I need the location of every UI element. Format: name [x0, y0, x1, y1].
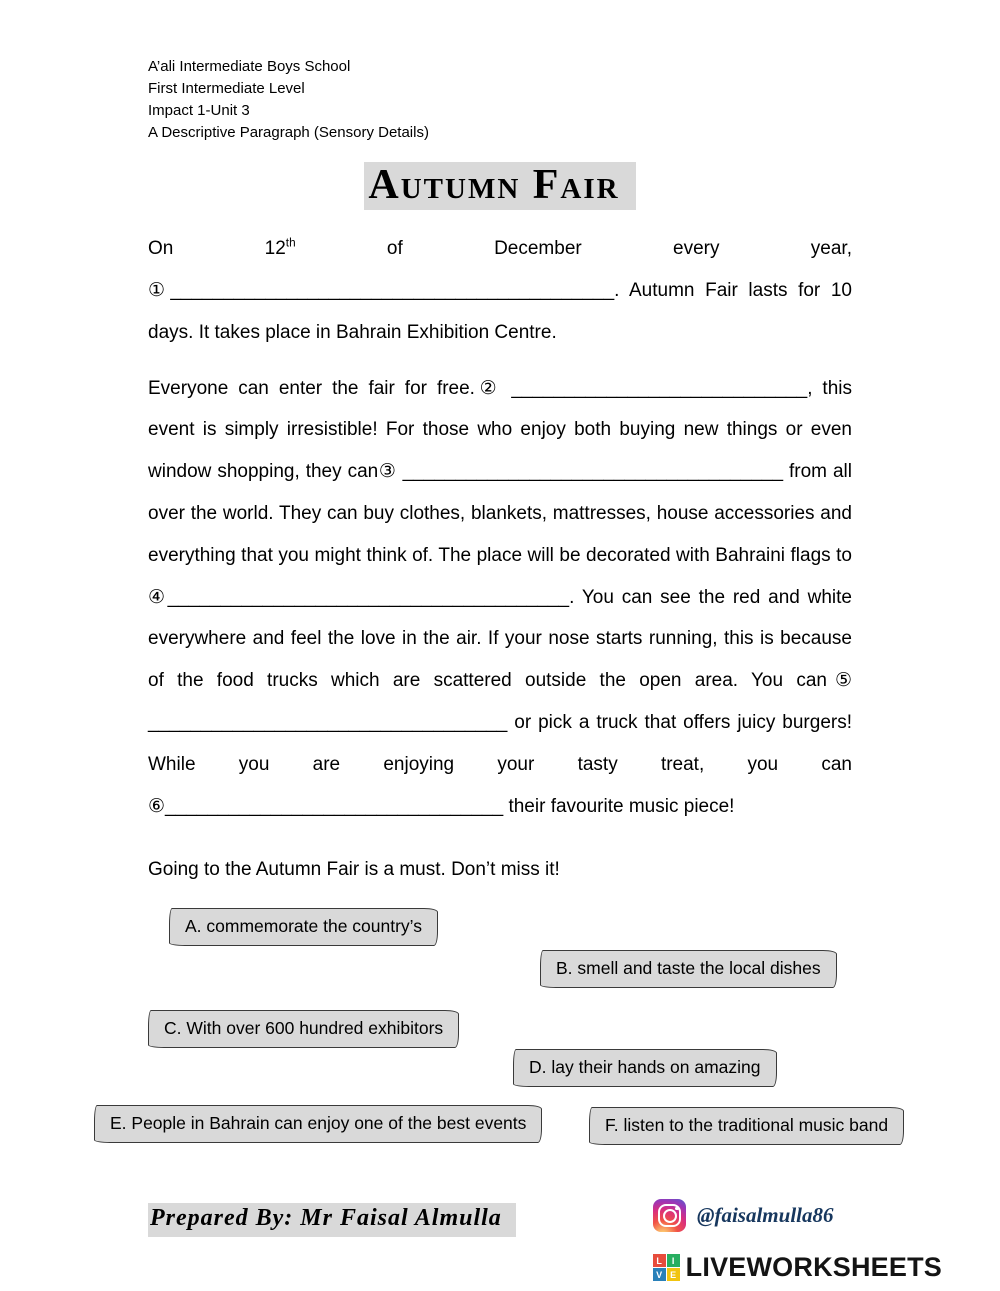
answer-option-c[interactable]	[148, 1010, 459, 1048]
unit-line: Impact 1-Unit 3	[148, 102, 250, 119]
liveworksheets-wordmark: LIVEWORKSHEETS	[685, 1252, 942, 1282]
paragraph-main	[148, 368, 852, 828]
title-wrap	[148, 162, 852, 210]
answer-label-b: B. smell and taste the local dishes	[556, 958, 821, 978]
answer-label-a: A. commemorate the country’s	[185, 916, 422, 936]
answer-label-c: C. With over 600 hundred exhibitors	[164, 1018, 444, 1038]
blank-6[interactable]: ________________________________	[165, 795, 504, 817]
p2-text-1: Everyone can enter the fair for free.②	[148, 377, 512, 399]
instagram-handle: @faisalmulla86	[697, 1203, 834, 1227]
lw-icon-letter-e: E	[667, 1268, 680, 1281]
p2-text-4: . You can see the red and white everywhere and feel the love in the air. If your nose starts running, this is because of the food trucks which are scattered outside the open area. You can⑤	[148, 586, 852, 692]
liveworksheets-icon	[653, 1254, 680, 1281]
topic-line: A Descriptive Paragraph (Sensory Details)	[148, 124, 429, 141]
p2-text-3: from all over the world. They can buy clothes, blankets, mattresses, house accessories and everything that you might think of. The place will be decorated with Bahraini flags to ④	[148, 461, 852, 608]
p1-ordinal-suffix: th	[285, 236, 296, 250]
answer-option-b[interactable]	[540, 950, 837, 988]
worksheet-header	[148, 56, 852, 144]
blank-2[interactable]: ____________________________	[511, 377, 808, 399]
p2-text-5: or pick a truck that offers juicy burgers! While you are enjoying your tasty treat, you can ⑥	[148, 711, 852, 817]
answer-label-d: D. lay their hands on amazing	[529, 1057, 761, 1077]
worksheet-content	[148, 56, 852, 905]
blank-3[interactable]: ____________________________________	[402, 461, 784, 483]
p1-text-mid: of December every year, ①	[148, 238, 852, 301]
blank-4[interactable]: ______________________________________	[167, 586, 570, 608]
school-name: A’ali Intermediate Boys School	[148, 58, 351, 75]
blank-5[interactable]: __________________________________	[148, 711, 508, 733]
paragraph-intro	[148, 228, 852, 353]
liveworksheets-logo	[653, 1252, 942, 1283]
prepared-by: Prepared By: Mr Faisal Almulla	[148, 1203, 516, 1237]
lw-icon-letter-l: L	[653, 1254, 666, 1267]
answer-option-e[interactable]	[94, 1105, 542, 1143]
blank-1[interactable]: __________________________________________	[170, 279, 615, 301]
instagram-icon	[653, 1199, 686, 1232]
answer-option-a[interactable]	[169, 908, 438, 946]
instagram-flash-dot	[675, 1207, 679, 1211]
p1-text-pre: On 12	[148, 238, 286, 260]
lw-icon-letter-v: V	[653, 1268, 666, 1281]
p2-text-2: , this event is simply irresistible! For those who enjoy both buying new things or even window shopping, they can③	[148, 377, 852, 483]
answer-option-d[interactable]	[513, 1049, 777, 1087]
answer-label-e: E. People in Bahrain can enjoy one of the best events	[110, 1113, 527, 1133]
lw-icon-letter-i: I	[667, 1254, 680, 1267]
answer-option-f[interactable]	[589, 1107, 904, 1145]
level-line: First Intermediate Level	[148, 80, 305, 97]
instagram-block	[653, 1199, 834, 1232]
worksheet-body	[148, 228, 852, 891]
closing-line: Going to the Autumn Fair is a must. Don’t miss it!	[148, 859, 560, 881]
p1-text-post: . Autumn Fair lasts for 10 days. It takes place in Bahrain Exhibition Centre.	[148, 279, 852, 343]
answer-label-f: F. listen to the traditional music band	[605, 1115, 889, 1135]
page-title: Autumn Fair	[364, 162, 635, 210]
p2-text-6: their favourite music piece!	[503, 795, 735, 817]
